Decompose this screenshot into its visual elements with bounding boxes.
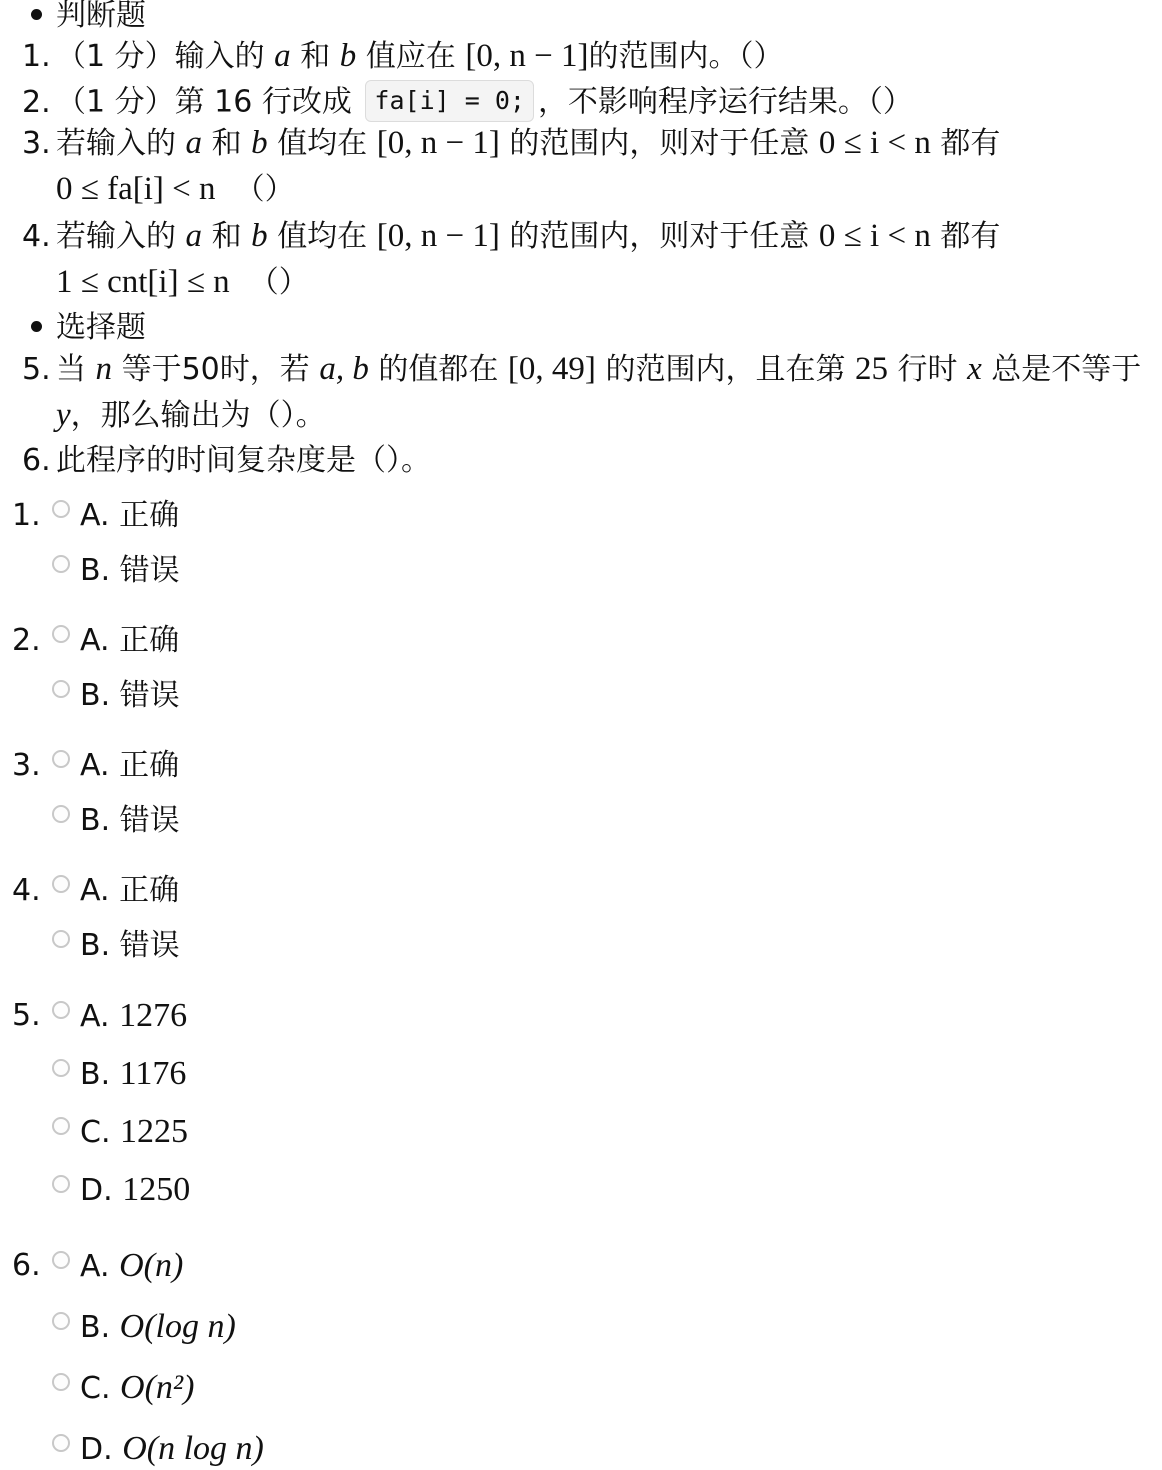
option-text: 正确 xyxy=(119,498,180,533)
math-inequality: 1 ≤ cnt[i] ≤ n xyxy=(56,264,230,300)
answer-number: 2. xyxy=(12,623,41,658)
answer-number: 5. xyxy=(12,998,41,1033)
question-text: ，那么输出为（）。 xyxy=(70,398,326,433)
option-1-b[interactable] xyxy=(52,551,180,591)
question-text: 若输入的 xyxy=(56,126,176,161)
option-text: 错误 xyxy=(119,928,180,963)
question-text: （1 分）第 16 行改成 xyxy=(56,84,352,120)
radio-icon[interactable] xyxy=(52,680,70,698)
math-var: n xyxy=(95,351,113,387)
question-text: 当 xyxy=(56,352,86,387)
question-text: （1 分）输入的 xyxy=(56,39,265,74)
option-2-a[interactable] xyxy=(52,621,179,661)
question-continuation xyxy=(56,395,326,436)
option-label: B. xyxy=(80,678,111,713)
section-label: 选择题 xyxy=(56,310,146,345)
math-var: y xyxy=(56,397,71,433)
option-6-b[interactable] xyxy=(52,1307,236,1347)
question-text: （） xyxy=(248,265,309,300)
option-text: O(log n) xyxy=(119,1308,236,1345)
question-text: 都有 xyxy=(940,126,1001,161)
option-text: O(n²) xyxy=(120,1369,195,1406)
question-1 xyxy=(22,36,783,77)
question-continuation xyxy=(56,169,295,210)
line-number: 25 xyxy=(855,351,888,387)
math-var: x xyxy=(967,351,982,387)
math-var: b xyxy=(251,218,268,254)
question-2 xyxy=(22,82,913,124)
math-var: a xyxy=(185,218,203,254)
radio-icon[interactable] xyxy=(52,555,70,573)
option-label: A. xyxy=(80,873,110,908)
radio-icon[interactable] xyxy=(52,1175,70,1193)
option-label: B. xyxy=(80,1057,111,1092)
option-4-b[interactable] xyxy=(52,926,180,966)
math-var: b xyxy=(251,125,268,161)
math-var: b xyxy=(339,38,357,74)
question-text: 此程序的时间复杂度是（）。 xyxy=(56,443,431,478)
option-text: 错误 xyxy=(119,678,180,713)
option-5-d[interactable] xyxy=(52,1170,190,1210)
question-text: （） xyxy=(234,172,295,207)
option-text: 1250 xyxy=(122,1171,191,1208)
option-label: B. xyxy=(80,803,111,838)
option-text: 错误 xyxy=(119,803,180,838)
option-4-a[interactable] xyxy=(52,871,179,911)
option-5-a[interactable] xyxy=(52,996,187,1036)
radio-icon[interactable] xyxy=(52,1373,70,1391)
section-heading-judge xyxy=(26,0,146,36)
radio-icon[interactable] xyxy=(52,875,70,893)
question-number: 2. xyxy=(22,84,51,120)
option-label: A. xyxy=(80,999,110,1034)
math-range: [0, n − 1] xyxy=(376,218,500,254)
radio-icon[interactable] xyxy=(52,805,70,823)
question-number: 6. xyxy=(22,443,51,478)
option-label: C. xyxy=(80,1371,111,1406)
option-3-a[interactable] xyxy=(52,746,179,786)
question-6 xyxy=(22,441,431,481)
radio-icon[interactable] xyxy=(52,1251,70,1269)
option-6-c[interactable] xyxy=(52,1368,194,1408)
option-label: B. xyxy=(80,553,111,588)
option-label: A. xyxy=(80,498,110,533)
math-range: [0, n − 1] xyxy=(465,38,589,74)
option-3-b[interactable] xyxy=(52,801,180,841)
question-text: 和 xyxy=(211,219,242,254)
question-continuation xyxy=(56,262,309,303)
question-text: 的范围内，则对于任意 xyxy=(509,219,810,254)
radio-icon[interactable] xyxy=(52,1312,70,1330)
math-var: a xyxy=(274,38,291,74)
question-number: 4. xyxy=(22,219,51,254)
radio-icon[interactable] xyxy=(52,750,70,768)
bullet-icon xyxy=(31,9,42,20)
question-number: 3. xyxy=(22,126,51,161)
question-text: 都有 xyxy=(940,219,1001,254)
answer-number: 4. xyxy=(12,873,41,908)
radio-icon[interactable] xyxy=(52,930,70,948)
question-text: 值均在 xyxy=(277,219,368,254)
question-text: 的范围内，且在第 xyxy=(605,352,846,387)
option-text: 正确 xyxy=(119,623,180,658)
option-text: O(n) xyxy=(119,1247,184,1284)
question-4 xyxy=(22,216,1001,300)
math-inequality: 0 ≤ fa[i] < n xyxy=(56,171,216,207)
option-2-b[interactable] xyxy=(52,676,180,716)
option-text: O(n log n) xyxy=(122,1430,264,1467)
option-text: 正确 xyxy=(119,748,180,783)
question-3 xyxy=(22,123,1001,207)
radio-icon[interactable] xyxy=(52,625,70,643)
radio-icon[interactable] xyxy=(52,1434,70,1452)
radio-icon[interactable] xyxy=(52,500,70,518)
question-text: 和 xyxy=(211,126,242,161)
math-range: [0, 49] xyxy=(507,351,596,387)
bullet-icon xyxy=(31,321,42,332)
question-number: 1. xyxy=(22,39,51,74)
option-1-a[interactable] xyxy=(52,496,179,536)
question-text: 值均在 xyxy=(277,126,368,161)
option-text: 错误 xyxy=(119,553,180,588)
option-text: 1176 xyxy=(119,1055,187,1092)
answer-number: 6. xyxy=(12,1248,41,1283)
option-label: D. xyxy=(80,1173,113,1208)
question-number: 5. xyxy=(22,352,51,387)
radio-icon[interactable] xyxy=(52,1117,70,1135)
option-label: A. xyxy=(80,748,110,783)
question-text: 值应在 xyxy=(365,39,456,74)
answer-number: 3. xyxy=(12,748,41,783)
code-snippet: fa[i] = 0; xyxy=(365,80,534,122)
math-range: [0, n − 1] xyxy=(376,125,500,161)
option-label: B. xyxy=(80,1310,111,1345)
option-6-d[interactable] xyxy=(52,1429,264,1469)
question-text: 等于50时，若 xyxy=(121,352,310,387)
math-condition: 0 ≤ i < n xyxy=(818,125,931,161)
question-text: 和 xyxy=(300,39,331,74)
section-label: 判断题 xyxy=(56,0,146,33)
question-5 xyxy=(22,349,1142,433)
option-label: C. xyxy=(80,1115,111,1150)
option-text: 1276 xyxy=(119,997,188,1034)
option-label: B. xyxy=(80,928,111,963)
option-5-c[interactable] xyxy=(52,1112,188,1152)
question-text: 行时 xyxy=(897,352,958,387)
radio-icon[interactable] xyxy=(52,1001,70,1019)
math-var: a xyxy=(185,125,203,161)
question-text: 的值都在 xyxy=(378,352,499,387)
question-text: 的范围内。（） xyxy=(588,39,784,74)
option-5-b[interactable] xyxy=(52,1054,186,1094)
answer-number: 1. xyxy=(12,498,41,533)
section-heading-choice xyxy=(26,308,146,348)
option-text: 1225 xyxy=(120,1113,189,1150)
option-6-a[interactable] xyxy=(52,1246,183,1286)
option-text: 正确 xyxy=(119,873,180,908)
question-text: 若输入的 xyxy=(56,219,176,254)
option-label: A. xyxy=(80,1249,110,1284)
radio-icon[interactable] xyxy=(52,1059,70,1077)
question-text: 的范围内，则对于任意 xyxy=(509,126,810,161)
math-condition: 0 ≤ i < n xyxy=(818,218,931,254)
option-label: D. xyxy=(80,1432,113,1467)
option-label: A. xyxy=(80,623,110,658)
question-text: 总是不等于 xyxy=(991,352,1142,387)
question-text: ，不影响程序运行结果。（） xyxy=(537,84,913,120)
math-var: a, b xyxy=(319,351,369,387)
